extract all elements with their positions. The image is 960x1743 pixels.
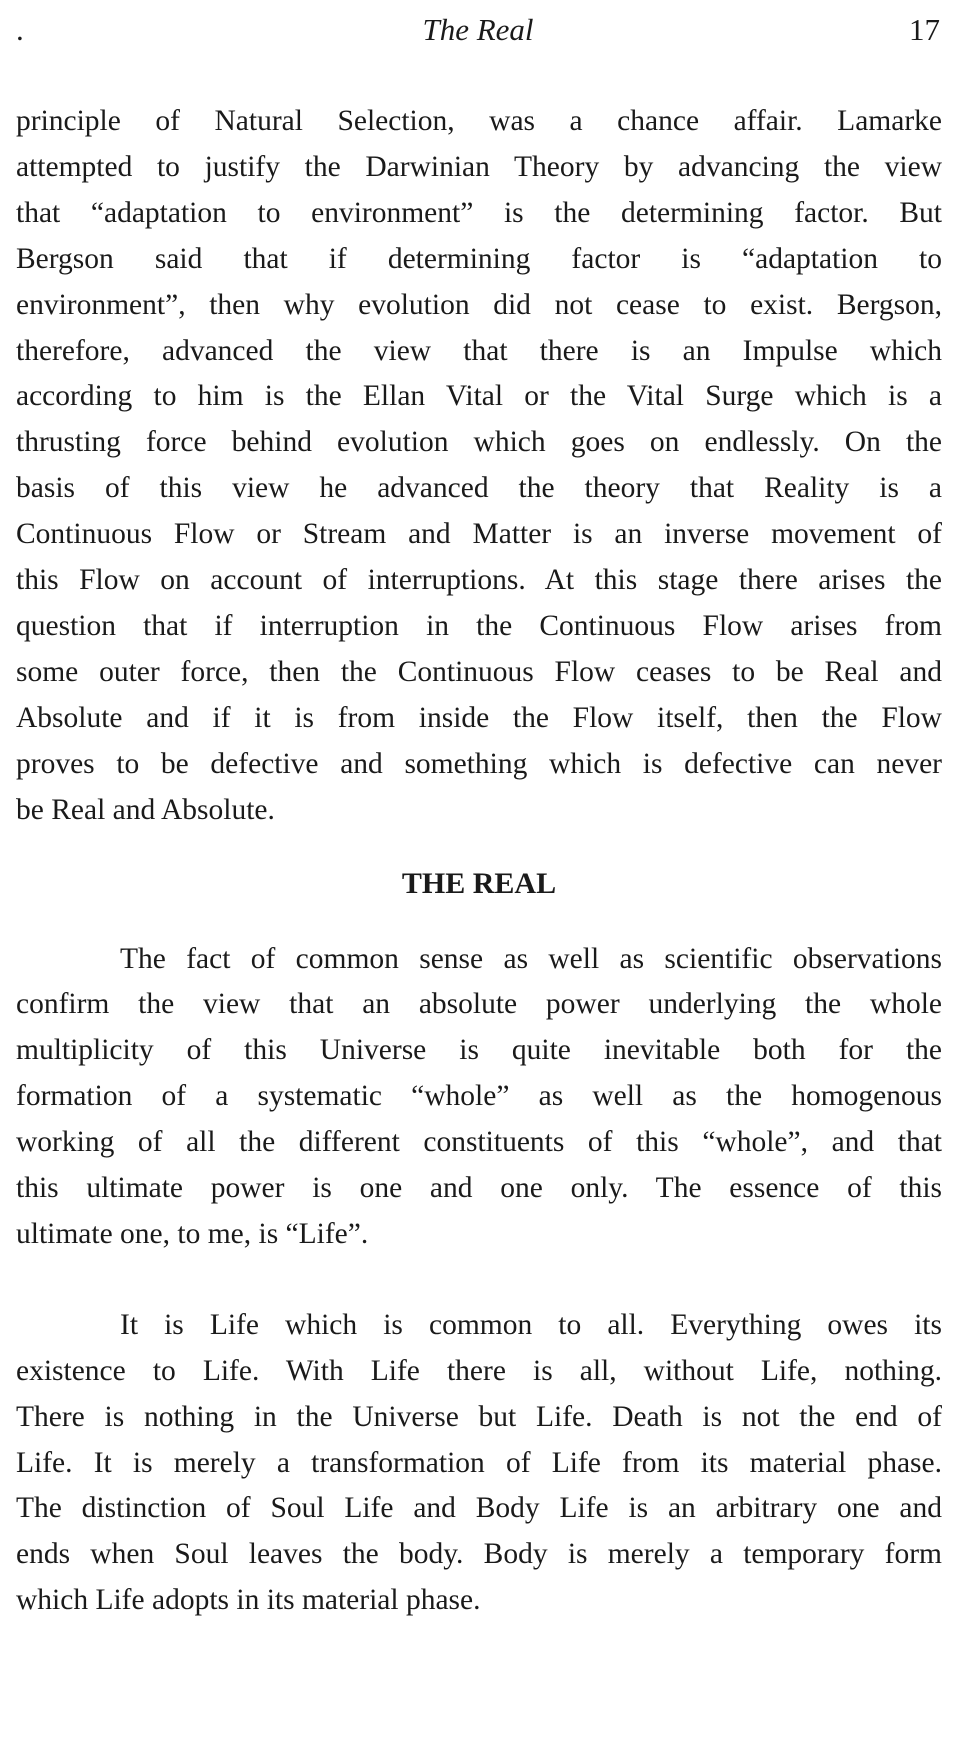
paragraph-1: [16, 99, 942, 834]
text-line: confirm the view that an absolute power underlying the whole: [16, 988, 942, 1021]
text-line: proves to be defective and something which is defective can never: [16, 747, 942, 780]
text-line: therefore, advanced the view that there is an Impulse which: [16, 334, 942, 367]
header-dot: .: [16, 12, 24, 47]
paragraph-3: [16, 1303, 942, 1624]
text-line: question that if interruption in the Continuous Flow arises from: [16, 609, 942, 642]
text-line: There is nothing in the Universe but Life. Death is not the end of: [16, 1400, 942, 1433]
text-line: The fact of common sense as well as scientific observations: [120, 942, 942, 975]
page-number: 17: [909, 12, 940, 47]
text-line: Life. It is merely a transformation of Life from its material phase.: [16, 1446, 942, 1479]
text-line: working of all the different constituents of this “whole”, and that: [16, 1126, 942, 1159]
section-heading: THE REAL: [401, 866, 557, 900]
running-title: The Real: [422, 12, 534, 47]
text-line: this Flow on account of interruptions. At this stage there arises the: [16, 564, 942, 597]
paragraph-gap: [16, 1258, 942, 1303]
text-line: Absolute and if it is from inside the Flow itself, then the Flow: [16, 701, 942, 734]
paragraph-2: [16, 937, 942, 1258]
text-line: according to him is the Ellan Vital or the Vital Surge which is a: [16, 380, 942, 413]
running-header: [16, 8, 940, 52]
text-line: thrusting force behind evolution which goes on endlessly. On the: [16, 426, 942, 459]
text-line: basis of this view he advanced the theory that Reality is a: [16, 472, 942, 505]
text-line: some outer force, then the Continuous Flow ceases to be Real and: [16, 655, 942, 688]
text-line: this ultimate power is one and one only. The essence of this: [16, 1172, 942, 1205]
text-line: be Real and Absolute.: [16, 793, 275, 826]
page-body: [16, 99, 942, 1624]
text-line: formation of a systematic “whole” as well as the homogenous: [16, 1080, 942, 1113]
text-line: It is Life which is common to all. Everything owes its: [120, 1308, 942, 1341]
text-line: which Life adopts in its material phase.: [16, 1584, 481, 1617]
text-line: principle of Natural Selection, was a chance affair. Lamarke: [16, 105, 942, 137]
text-line: The distinction of Soul Life and Body Life is an arbitrary one and: [16, 1492, 942, 1525]
text-line: existence to Life. With Life there is all, without Life, nothing.: [16, 1354, 942, 1387]
text-line: Continuous Flow or Stream and Matter is an inverse movement of: [16, 518, 942, 551]
text-line: that “adaptation to environment” is the determining factor. But: [16, 196, 942, 229]
text-line: attempted to justify the Darwinian Theory by advancing the view: [16, 150, 942, 183]
text-line: ultimate one, to me, is “Life”.: [16, 1217, 369, 1250]
text-line: multiplicity of this Universe is quite inevitable both for the: [16, 1034, 942, 1067]
text-line: ends when Soul leaves the body. Body is merely a temporary form: [16, 1538, 942, 1571]
text-line: environment”, then why evolution did not cease to exist. Bergson,: [16, 288, 942, 321]
text-line: Bergson said that if determining factor is “adaptation to: [16, 242, 942, 275]
